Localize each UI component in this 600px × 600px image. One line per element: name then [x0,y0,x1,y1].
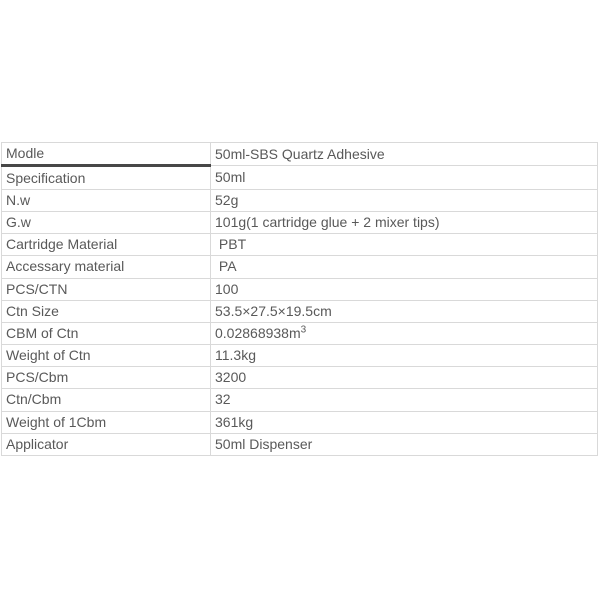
row-value: 361kg [211,411,598,433]
product-spec-table [1,142,598,456]
row-label: PCS/Cbm [2,367,211,389]
table-row [2,211,598,233]
row-value: PA [211,256,598,278]
row-label: PCS/CTN [2,278,211,300]
row-label: Cartridge Material [2,234,211,256]
row-value: 53.5×27.5×19.5cm [211,300,598,322]
table-row [2,189,598,211]
table-row [2,278,598,300]
row-value: 50ml Dispenser [211,433,598,455]
row-label: Specification [2,166,211,189]
row-value: PBT [211,234,598,256]
table-row [2,367,598,389]
table-row [2,234,598,256]
row-label: Weight of Ctn [2,345,211,367]
row-value [211,322,598,344]
row-value: 50ml [211,166,598,189]
row-value: 32 [211,389,598,411]
table-row [2,433,598,455]
table-row [2,300,598,322]
table-row [2,345,598,367]
product-spec-table-body [2,143,598,456]
row-value: 52g [211,189,598,211]
row-label: Ctn/Cbm [2,389,211,411]
cbm-superscript: 3 [300,324,307,336]
row-label: N.w [2,189,211,211]
row-label: Applicator [2,433,211,455]
row-label: Weight of 1Cbm [2,411,211,433]
row-label: Accessary material [2,256,211,278]
row-value: 100 [211,278,598,300]
row-label: Ctn Size [2,300,211,322]
table-row [2,256,598,278]
row-label: G.w [2,211,211,233]
cbm-value-text: 0.02868938m [215,324,301,341]
row-value: 3200 [211,367,598,389]
table-row [2,411,598,433]
table-row [2,143,598,166]
table-row [2,389,598,411]
row-value: 101g(1 cartridge glue + 2 mixer tips) [211,211,598,233]
row-value: 11.3kg [211,345,598,367]
row-label: CBM of Ctn [2,322,211,344]
table-row [2,166,598,189]
table-row [2,322,598,344]
row-value: 50ml-SBS Quartz Adhesive [211,143,598,166]
row-label: Modle [2,143,211,166]
